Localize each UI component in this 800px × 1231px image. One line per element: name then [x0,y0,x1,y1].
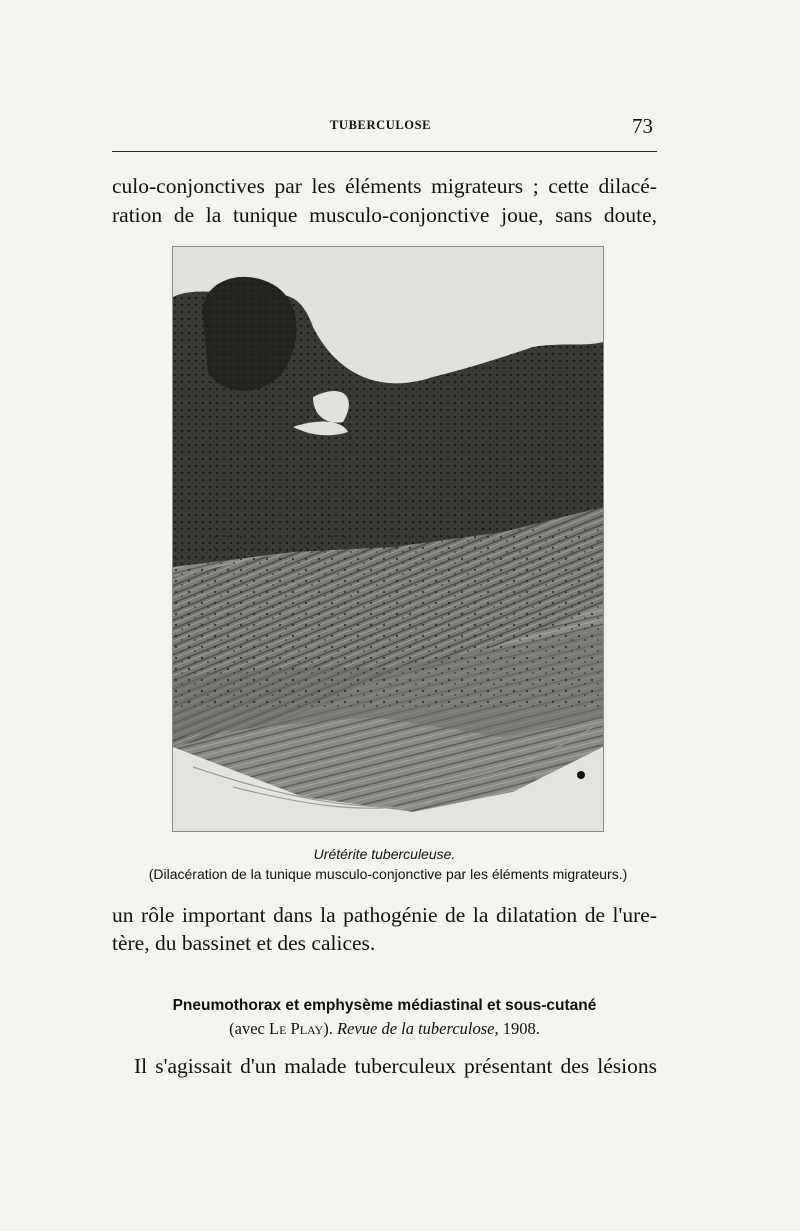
reference-author: Le Play [268,1019,324,1038]
figure-caption-description: (Dilacération de la tunique musculo-conjonctive par les éléments migrateurs.) [148,866,628,882]
section-heading: Pneumothorax et emphysème médiastinal et sous-cutané [172,997,597,1014]
micrograph-image [173,247,603,831]
header-rule [112,151,657,152]
reference-prefix: (avec [229,1019,269,1038]
running-header: TUBERCULOSE [330,118,432,132]
reference-journal: Revue de la tuberculose, [337,1019,499,1038]
reference-year: 1908. [498,1019,540,1038]
paragraph-line: culo-conjonctives par les éléments migrateurs ; cette dilacé- [112,174,657,198]
section-reference [112,1019,657,1039]
page-number: 73 [632,114,653,138]
paragraph-line: un rôle important dans la pathogénie de la dilatation de l'ure- [112,903,657,927]
paragraph-line: ration de la tunique musculo-conjonctive joue, sans doute, [112,203,657,227]
paragraph-line: Il s'agissait d'un malade tuberculeux présentant des lésions [134,1054,657,1078]
reference-separator: ). [323,1019,338,1038]
histology-figure [172,246,604,832]
figure-caption-title: Urétérite tuberculeuse. [313,846,456,862]
paragraph-line: tère, du bassinet et des calices. [112,931,376,955]
